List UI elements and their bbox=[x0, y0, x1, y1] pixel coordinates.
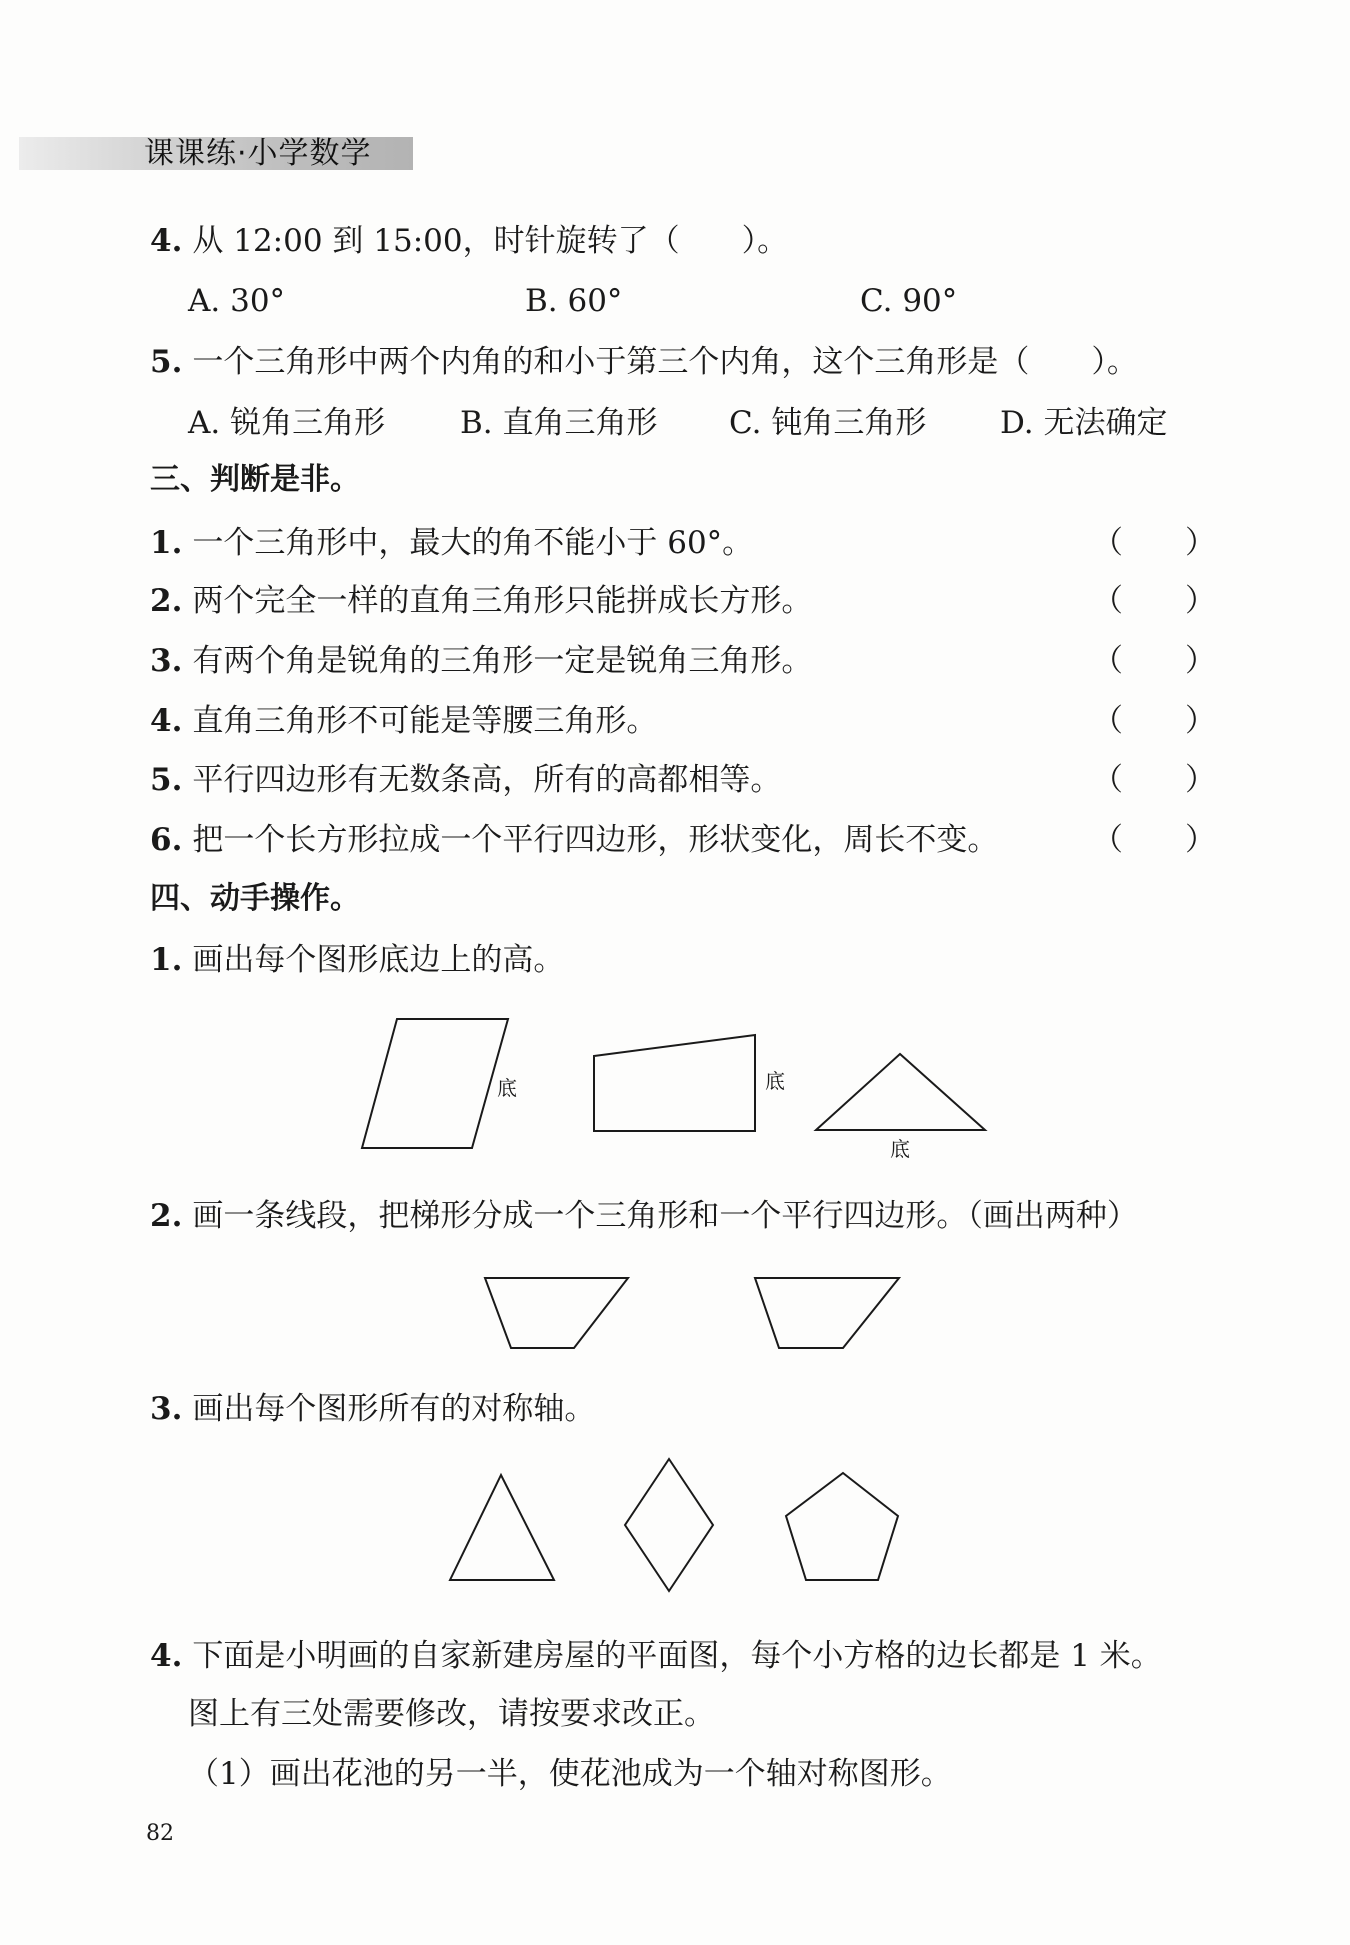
section-title-judgement: 三、判断是非。 bbox=[150, 462, 360, 497]
base-label: 底 bbox=[765, 1069, 785, 1093]
task-3 bbox=[150, 1389, 595, 1429]
item-number: 4. bbox=[150, 703, 183, 739]
rhombus-figure[interactable] bbox=[625, 1459, 713, 1591]
judgement-item-1 bbox=[150, 523, 753, 563]
item-number: 6. bbox=[150, 822, 183, 858]
option-c: C. 90° bbox=[860, 283, 958, 319]
task-2 bbox=[150, 1196, 1138, 1236]
item-text: 直角三角形不可能是等腰三角形。 bbox=[192, 703, 658, 739]
page-number: 82 bbox=[146, 1821, 174, 1846]
judgement-item-4 bbox=[150, 701, 657, 741]
task-number: 1. bbox=[150, 942, 183, 978]
trapezoid-figure-2[interactable] bbox=[755, 1278, 899, 1348]
item-number: 5. bbox=[150, 762, 183, 798]
item-text: 把一个长方形拉成一个平行四边形，形状变化，周长不变。 bbox=[192, 822, 999, 858]
judgement-item-5 bbox=[150, 760, 781, 800]
answer-blank[interactable]: （ ） bbox=[1092, 525, 1216, 561]
task-number: 2. bbox=[150, 1198, 183, 1234]
judgement-item-3 bbox=[150, 641, 812, 681]
pentagon-figure[interactable] bbox=[786, 1473, 898, 1580]
task-4 bbox=[150, 1636, 1162, 1676]
option-b: B. 60° bbox=[525, 283, 623, 319]
answer-blank[interactable]: （ ） bbox=[1092, 822, 1216, 858]
task-number: 3. bbox=[150, 1391, 183, 1427]
option-b: B. 直角三角形 bbox=[460, 405, 658, 441]
item-number: 2. bbox=[150, 583, 183, 619]
base-label: 底 bbox=[890, 1137, 910, 1161]
answer-blank[interactable]: （ ） bbox=[1092, 643, 1216, 679]
task-1 bbox=[150, 940, 564, 980]
answer-blank[interactable]: （ ） bbox=[1092, 703, 1216, 739]
isosceles-triangle-figure[interactable] bbox=[450, 1475, 554, 1580]
quadrilateral-figure[interactable] bbox=[594, 1035, 755, 1131]
question-number: 4. bbox=[150, 223, 183, 259]
book-title: 课课练·小学数学 bbox=[144, 136, 372, 171]
option-a: A. 30° bbox=[188, 283, 286, 319]
option-c: C. 钝角三角形 bbox=[729, 405, 927, 441]
answer-blank[interactable]: （ ） bbox=[1092, 762, 1216, 798]
task-4-subitem-1: （1）画出花池的另一半，使花池成为一个轴对称图形。 bbox=[188, 1756, 952, 1792]
judgement-item-6 bbox=[150, 820, 998, 860]
parallelogram-figure[interactable] bbox=[362, 1019, 508, 1148]
item-number: 1. bbox=[150, 525, 183, 561]
item-text: 两个完全一样的直角三角形只能拼成长方形。 bbox=[192, 583, 813, 619]
question-number: 5. bbox=[150, 344, 183, 380]
answer-blank[interactable]: （ ） bbox=[1092, 583, 1216, 619]
option-d: D. 无法确定 bbox=[1000, 405, 1168, 441]
task-text: 画出每个图形所有的对称轴。 bbox=[192, 1391, 596, 1427]
task-text: 画一条线段，把梯形分成一个三角形和一个平行四边形。（画出两种） bbox=[192, 1198, 1138, 1234]
triangle-figure[interactable] bbox=[816, 1054, 985, 1130]
task-4-line-2: 图上有三处需要修改，请按要求改正。 bbox=[188, 1696, 715, 1732]
item-text: 平行四边形有无数条高，所有的高都相等。 bbox=[192, 762, 782, 798]
item-text: 一个三角形中，最大的角不能小于 60°。 bbox=[192, 525, 754, 561]
task-number: 4. bbox=[150, 1638, 183, 1674]
question-4 bbox=[150, 221, 788, 261]
task-text: 画出每个图形底边上的高。 bbox=[192, 942, 565, 978]
item-text: 有两个角是锐角的三角形一定是锐角三角形。 bbox=[192, 643, 813, 679]
question-text: 一个三角形中两个内角的和小于第三个内角，这个三角形是（ ）。 bbox=[192, 344, 1138, 380]
trapezoid-figure-1[interactable] bbox=[485, 1278, 628, 1348]
section-title-hands-on: 四、动手操作。 bbox=[150, 881, 360, 916]
item-number: 3. bbox=[150, 643, 183, 679]
option-a: A. 锐角三角形 bbox=[188, 405, 386, 441]
question-text: 从 12:00 到 15:00，时针旋转了（ ）。 bbox=[192, 223, 789, 259]
base-label: 底 bbox=[497, 1076, 517, 1100]
judgement-item-2 bbox=[150, 581, 812, 621]
question-5 bbox=[150, 342, 1138, 382]
task-text: 下面是小明画的自家新建房屋的平面图，每个小方格的边长都是 1 米。 bbox=[192, 1638, 1162, 1674]
